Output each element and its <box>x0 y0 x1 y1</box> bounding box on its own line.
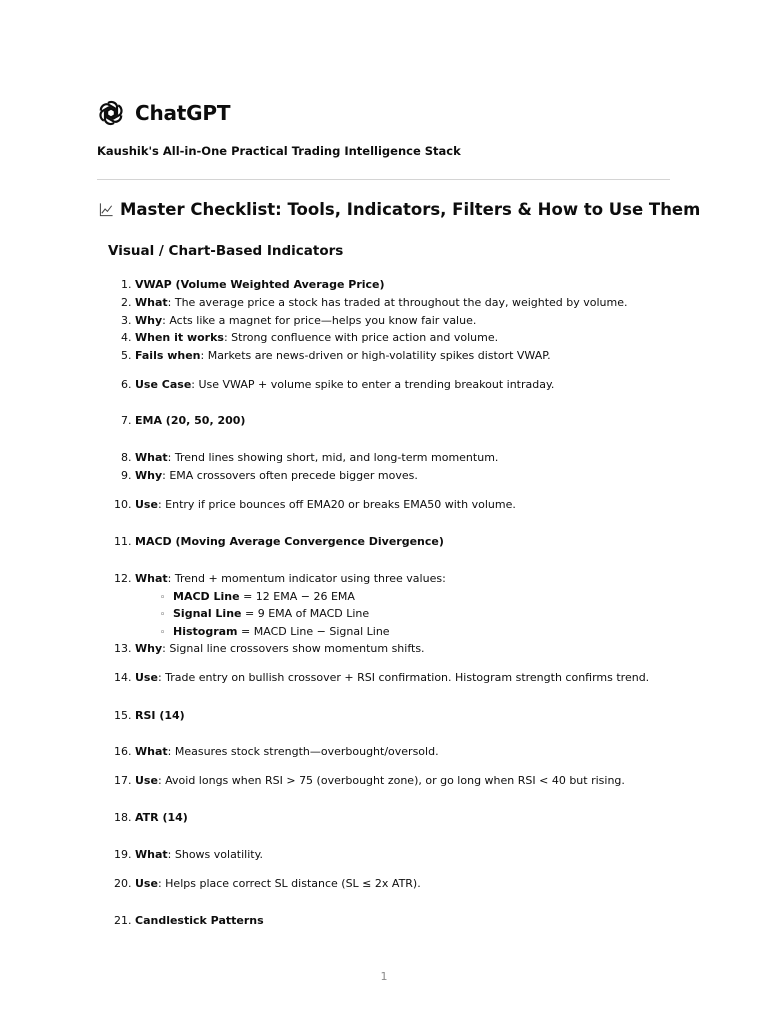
list-number: 13. <box>114 642 135 655</box>
list-item <box>108 744 688 760</box>
list-item <box>108 295 688 311</box>
list-item <box>108 571 688 587</box>
list-number: 9. <box>121 469 135 482</box>
list-number: 10. <box>114 498 135 511</box>
list-item <box>108 468 688 484</box>
chart-increasing-icon <box>99 202 114 217</box>
list-item <box>108 330 688 346</box>
list-number: 6. <box>121 378 135 391</box>
list-item <box>108 413 688 429</box>
list-item <box>108 277 688 293</box>
list-item <box>108 773 688 789</box>
list-item <box>108 450 688 466</box>
list-number: 5. <box>121 349 135 362</box>
list-item-label: What <box>135 451 168 464</box>
page-number: 1 <box>380 970 388 983</box>
list-item <box>108 913 688 929</box>
list-item-label: Use <box>135 877 158 890</box>
list-item-label: Candlestick Patterns <box>135 914 264 927</box>
list-item <box>108 641 688 657</box>
list-item-text: : Trade entry on bullish crossover + RSI confirmation. Histogram strength confirms trend. <box>157 671 650 684</box>
brand-name: ChatGPT <box>135 101 231 125</box>
list-number: 16. <box>114 745 135 758</box>
list-item-label: What <box>135 296 168 309</box>
list-item-label: MACD (Moving Average Convergence Divergence) <box>135 535 444 548</box>
sub-list-item-label: Signal Line <box>173 607 242 620</box>
sub-list-item <box>160 624 390 641</box>
list-item-label: Use <box>135 498 158 511</box>
list-number: 17. <box>114 774 135 787</box>
list-number: 3. <box>121 314 135 327</box>
list-number: 7. <box>121 414 135 427</box>
list-number: 21. <box>114 914 135 927</box>
circle-bullet-icon: ◦ <box>160 610 166 620</box>
list-item-text: : Trend + momentum indicator using three values: <box>167 572 446 585</box>
header <box>97 99 230 127</box>
list-item <box>108 670 688 686</box>
list-item-label: What <box>135 745 168 758</box>
list-number: 2. <box>121 296 135 309</box>
list-number: 15. <box>114 709 135 722</box>
list-number: 8. <box>121 451 135 464</box>
document-title: Kaushik's All-in-One Practical Trading Intelligence Stack <box>97 144 461 158</box>
list-item-text: : Signal line crossovers show momentum shifts. <box>162 642 425 655</box>
openai-logo-icon <box>97 99 125 127</box>
sub-list-item <box>160 606 369 623</box>
circle-bullet-icon: ◦ <box>160 593 166 603</box>
sub-list-item <box>160 589 355 606</box>
circle-bullet-icon: ◦ <box>160 628 166 638</box>
list-number: 14. <box>114 671 135 684</box>
list-item <box>108 313 688 329</box>
list-item <box>108 534 688 550</box>
list-item-label: RSI (14) <box>135 709 185 722</box>
subsection-title: Visual / Chart-Based Indicators <box>108 243 344 259</box>
list-item-label: VWAP (Volume Weighted Average Price) <box>135 278 385 291</box>
sub-list-item-label: MACD Line <box>173 590 240 603</box>
list-item-label: What <box>135 572 168 585</box>
sub-list-item-text: = MACD Line − Signal Line <box>237 625 390 638</box>
list-item-label: EMA (20, 50, 200) <box>135 414 246 427</box>
list-item <box>108 810 688 826</box>
list-item-label: Fails when <box>135 349 201 362</box>
list-item-label: When it works <box>135 331 224 344</box>
list-number: 1. <box>121 278 135 291</box>
list-item-text: : Acts like a magnet for price—helps you know fair value. <box>162 314 477 327</box>
list-item-text: : Trend lines showing short, mid, and long-term momentum. <box>167 451 499 464</box>
list-item-label: ATR (14) <box>135 811 188 824</box>
list-number: 12. <box>114 572 135 585</box>
list-number: 19. <box>114 848 135 861</box>
list-item-label: Why <box>135 469 163 482</box>
sub-list-item-text: = 12 EMA − 26 EMA <box>239 590 355 603</box>
list-number: 18. <box>114 811 135 824</box>
list-item <box>108 377 688 393</box>
section-title: Master Checklist: Tools, Indicators, Filters & How to Use Them <box>120 200 701 219</box>
list-number: 4. <box>121 331 135 344</box>
section-heading <box>99 200 700 219</box>
list-item-text: : Shows volatility. <box>167 848 264 861</box>
list-item-label: Why <box>135 314 163 327</box>
list-item-text: : Use VWAP + volume spike to enter a trending breakout intraday. <box>191 378 555 391</box>
list-item-text: : Strong confluence with price action and volume. <box>223 331 499 344</box>
list-item-label: Use Case <box>135 378 192 391</box>
list-item-label: Use <box>135 671 158 684</box>
list-number: 20. <box>114 877 135 890</box>
list-item-label: What <box>135 848 168 861</box>
list-item-text: : Measures stock strength—overbought/oversold. <box>167 745 439 758</box>
list-item-text: : Helps place correct SL distance (SL ≤ 2x ATR). <box>157 877 421 890</box>
list-item-text: : Entry if price bounces off EMA20 or breaks EMA50 with volume. <box>157 498 516 511</box>
sub-list-item-label: Histogram <box>173 625 238 638</box>
list-item <box>108 348 688 364</box>
list-item-label: Use <box>135 774 158 787</box>
list-item-text: : Avoid longs when RSI > 75 (overbought zone), or go long when RSI < 40 but rising. <box>157 774 625 787</box>
list-item-text: : The average price a stock has traded at throughout the day, weighted by volume. <box>167 296 628 309</box>
list-item <box>108 708 688 724</box>
list-item-label: Why <box>135 642 163 655</box>
list-item-text: : EMA crossovers often precede bigger moves. <box>162 469 418 482</box>
divider <box>97 179 670 180</box>
list-item <box>108 876 688 892</box>
list-item <box>108 497 688 513</box>
sub-list-item-text: = 9 EMA of MACD Line <box>241 607 370 620</box>
list-number: 11. <box>114 535 135 548</box>
list-item <box>108 847 688 863</box>
list-item-text: : Markets are news-driven or high-volatility spikes distort VWAP. <box>200 349 551 362</box>
